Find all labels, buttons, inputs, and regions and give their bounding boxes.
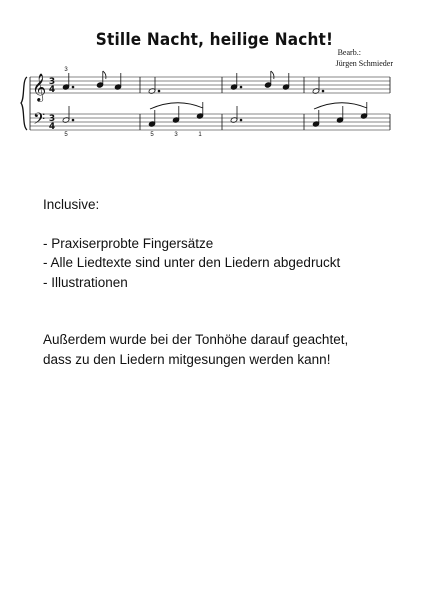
dot: [240, 86, 242, 88]
song-title: Stille Nacht, heilige Nacht!: [95, 30, 334, 50]
fingering-bass-bar2-2: 3: [174, 132, 178, 138]
arranger-name: Jürgen Schmieder: [335, 59, 393, 68]
treble-notes: [62, 71, 323, 94]
fingering-treble: 3: [64, 67, 68, 73]
dot: [72, 119, 74, 121]
time-sig-top-bass: 3: [48, 114, 56, 124]
dot: [158, 90, 160, 92]
feature-item: - Illustrationen: [43, 274, 128, 290]
feature-item: - Praxiserprobte Fingersätze: [43, 235, 214, 251]
dot: [72, 86, 74, 88]
description: [43, 195, 348, 369]
fingering-bass-bar2-3: 1: [198, 132, 202, 138]
time-sig-top-treble: 3: [48, 77, 56, 87]
intro-text: Inclusive:: [43, 197, 100, 212]
dot: [240, 119, 242, 121]
slurs: [150, 103, 367, 109]
treble-clef-icon: 𝄞: [32, 73, 47, 101]
grand-staff-brace: [21, 77, 27, 130]
time-sig-bottom-bass: 4: [48, 122, 56, 132]
music-score: [0, 0, 429, 160]
time-sig-bottom-treble: 4: [48, 85, 56, 95]
staff-lines: [30, 77, 390, 130]
bass-clef-icon: 𝄢: [33, 110, 46, 132]
note-line: Außerdem wurde bei der Tonhöhe darauf geachtet,: [43, 332, 349, 347]
fingering-bass-bar2-1: 5: [150, 132, 154, 138]
dot: [322, 90, 324, 92]
note-line: dass zu den Liedern mitgesungen werden kann!: [43, 351, 331, 367]
arranger-label: Bearb.:: [337, 48, 361, 57]
feature-item: - Alle Liedtexte sind unter den Liedern abgedruckt: [43, 255, 341, 270]
fingering-bass: 5: [64, 132, 68, 138]
